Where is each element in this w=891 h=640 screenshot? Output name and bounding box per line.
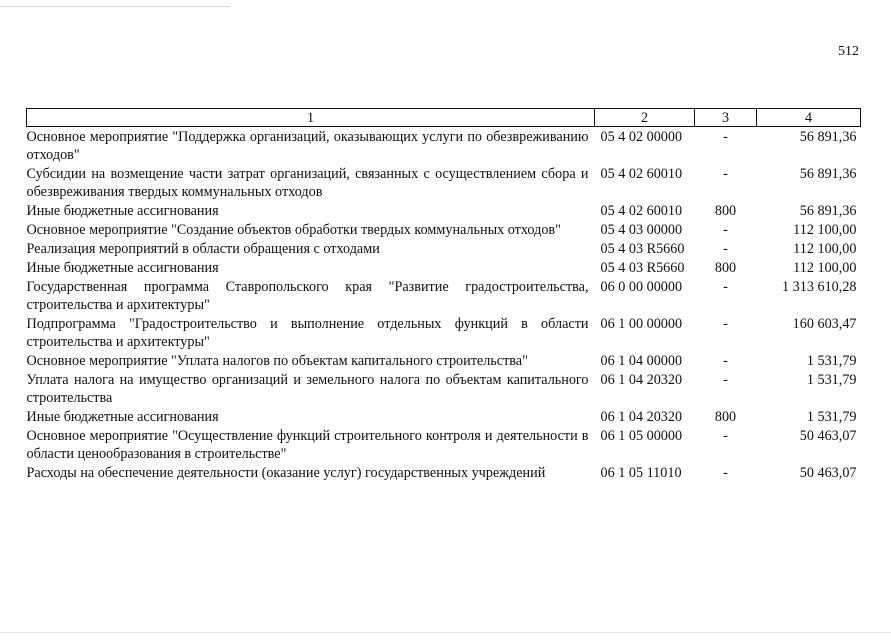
table-row <box>27 351 861 370</box>
row-name: Иные бюджетные ассигнования <box>26 203 219 219</box>
row-amount: 56 891,36 <box>799 129 857 145</box>
row-amount: 56 891,36 <box>799 166 857 182</box>
table-row <box>27 239 861 258</box>
row-amount: 56 891,36 <box>799 203 857 219</box>
row-name: Субсидии на возмещение части затрат организаций, связанных с осуществлением сбора и обезвреживания твердых коммунальных отходов <box>26 166 589 200</box>
row-name: Основное мероприятие "Создание объектов обработки твердых коммунальных отходов" <box>26 222 561 238</box>
row-name: Основное мероприятие "Осуществление функций строительного контроля и деятельности в области ценообразования в строительстве" <box>26 428 589 462</box>
row-amount: 1 531,79 <box>806 372 857 388</box>
table-row <box>27 164 861 201</box>
table-row <box>27 370 861 407</box>
row-vr: 800 <box>714 260 737 276</box>
row-code: 06 1 00 00000 <box>600 316 683 332</box>
row-vr: - <box>723 279 728 295</box>
row-vr: - <box>723 353 728 369</box>
row-vr: - <box>723 316 728 332</box>
table-row <box>27 277 861 314</box>
header-col-2: 2 <box>595 109 695 127</box>
table-row <box>27 258 861 277</box>
row-vr: - <box>723 166 728 182</box>
row-name: Расходы на обеспечение деятельности (оказание услуг) государственных учреждений <box>26 465 546 481</box>
table-header-row <box>27 109 861 127</box>
table-row <box>27 463 861 482</box>
row-code: 06 1 05 00000 <box>600 428 683 444</box>
row-name: Основное мероприятие "Поддержка организаций, оказывающих услуги по обезвреживанию отходов" <box>26 129 589 163</box>
row-name: Уплата налога на имущество организаций и земельного налога по объектам капитального строительства <box>26 372 589 406</box>
page-number: 512 <box>838 44 859 59</box>
row-name: Реализация мероприятий в области обращения с отходами <box>26 241 380 257</box>
row-name: Подпрограмма "Градостроительство и выполнение отдельных функций в области строительства и архитектуры" <box>26 316 589 350</box>
row-code: 05 4 02 60010 <box>600 203 683 219</box>
row-vr: - <box>723 428 728 444</box>
row-amount: 1 531,79 <box>806 353 857 369</box>
table-row <box>27 426 861 463</box>
row-amount: 112 100,00 <box>793 260 857 276</box>
table-row <box>27 127 861 165</box>
row-amount: 160 603,47 <box>792 316 857 332</box>
header-col-1: 1 <box>27 109 595 127</box>
row-vr: 800 <box>714 203 737 219</box>
table-row <box>27 220 861 239</box>
row-amount: 112 100,00 <box>793 241 857 257</box>
row-code: 06 1 04 20320 <box>600 372 683 388</box>
scan-edge-top <box>0 6 230 7</box>
row-amount: 50 463,07 <box>799 465 857 481</box>
budget-table <box>26 108 861 482</box>
scan-edge-bottom <box>0 632 891 633</box>
row-code: 05 4 03 R5660 <box>600 260 685 276</box>
table-row <box>27 314 861 351</box>
row-code: 06 1 04 20320 <box>600 409 683 425</box>
row-amount: 1 531,79 <box>806 409 857 425</box>
row-amount: 1 313 610,28 <box>782 279 857 295</box>
table-row <box>27 201 861 220</box>
row-name: Иные бюджетные ассигнования <box>26 409 219 425</box>
row-code: 06 1 04 00000 <box>600 353 683 369</box>
row-vr: - <box>723 129 728 145</box>
header-col-3: 3 <box>695 109 757 127</box>
row-vr: - <box>723 465 728 481</box>
row-vr: - <box>723 241 728 257</box>
row-name: Государственная программа Ставропольского края "Развитие градостроительства, строительства и архитектуры" <box>26 279 589 313</box>
row-amount: 112 100,00 <box>793 222 857 238</box>
row-amount: 50 463,07 <box>799 428 857 444</box>
row-code: 05 4 03 00000 <box>600 222 683 238</box>
row-code: 06 1 05 11010 <box>600 465 682 481</box>
row-code: 05 4 03 R5660 <box>600 241 685 257</box>
header-col-4: 4 <box>757 109 861 127</box>
row-code: 06 0 00 00000 <box>600 279 683 295</box>
row-name: Основное мероприятие "Уплата налогов по объектам капитального строительства" <box>26 353 528 369</box>
row-code: 05 4 02 60010 <box>600 166 683 182</box>
row-vr: - <box>723 372 728 388</box>
row-code: 05 4 02 00000 <box>600 129 683 145</box>
table-row <box>27 407 861 426</box>
row-vr: 800 <box>714 409 737 425</box>
row-vr: - <box>723 222 728 238</box>
row-name: Иные бюджетные ассигнования <box>26 260 219 276</box>
